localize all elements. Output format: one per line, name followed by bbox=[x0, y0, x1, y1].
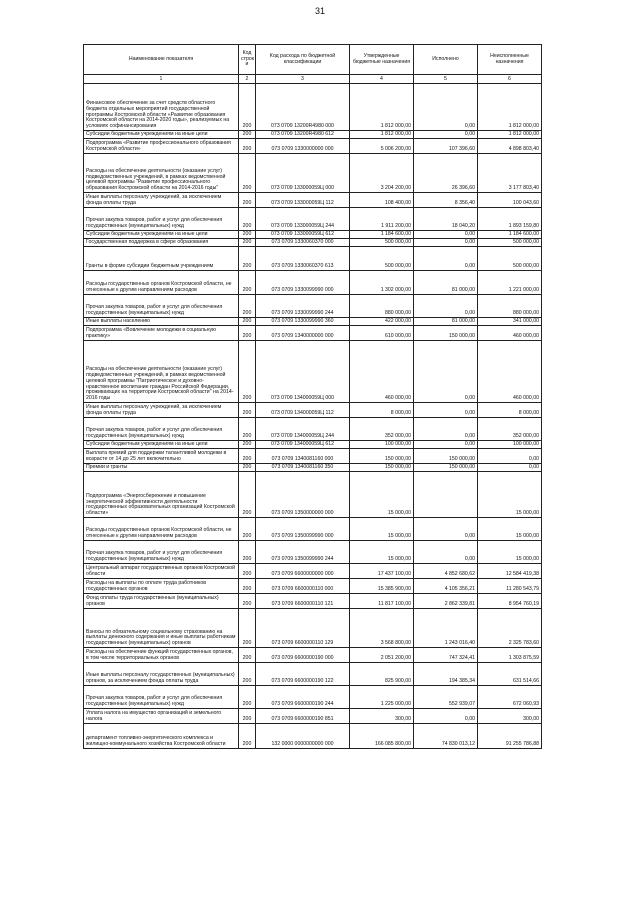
table-row bbox=[84, 403, 542, 418]
indicator-name: Расходы на обеспечение деятельности (оказание услуг) подведомственных учреждений, в рамках ведомственной целевой программы "Развитие профессионального образования Костромской области на 2014-2016 годы" bbox=[84, 154, 239, 193]
remaining-amount: 1 221 000,00 bbox=[478, 271, 542, 295]
table-row bbox=[84, 295, 542, 318]
line-code: 200 bbox=[239, 609, 256, 648]
indicator-name: Иные выплаты населению bbox=[84, 318, 239, 326]
remaining-amount: 8 954 760,19 bbox=[478, 594, 542, 609]
remaining-amount: 100 000,00 bbox=[478, 441, 542, 449]
remaining-amount: 880 000,00 bbox=[478, 295, 542, 318]
indicator-name: Выплата премий для поддержки талантливой молодежи в возрасте от 14 до 25 лет включительно bbox=[84, 449, 239, 464]
table-row bbox=[84, 609, 542, 648]
indicator-name: Субсидии бюджетным учреждениям на иные цели bbox=[84, 441, 239, 449]
line-code: 200 bbox=[239, 295, 256, 318]
table-row bbox=[84, 594, 542, 609]
approved-amount: 500 000,00 bbox=[350, 247, 414, 271]
indicator-name: Расходы государственных органов Костромской области, не отнесенные к другим направлениям расходов bbox=[84, 271, 239, 295]
approved-amount: 3 204 200,00 bbox=[350, 154, 414, 193]
kbk-code: 073 0709 134000059Ц 612 bbox=[256, 441, 350, 449]
kbk-code: 073 0709 1350000000 000 bbox=[256, 472, 350, 518]
line-code: 200 bbox=[239, 271, 256, 295]
kbk-code: 073 0709 1330099990 000 bbox=[256, 271, 350, 295]
kbk-code: 073 0709 6600000190 851 bbox=[256, 709, 350, 724]
remaining-amount: 631 514,66 bbox=[478, 663, 542, 686]
table-row bbox=[84, 84, 542, 131]
table-row bbox=[84, 648, 542, 663]
kbk-code: 073 0709 6600000110 000 bbox=[256, 579, 350, 594]
kbk-code: 132 0000 0000000000 000 bbox=[256, 724, 350, 749]
executed-amount: 150 000,00 bbox=[414, 464, 478, 472]
line-code: 200 bbox=[239, 541, 256, 564]
approved-amount: 352 000,00 bbox=[350, 418, 414, 441]
indicator-name: Иные выплаты персоналу государственных (муниципальных) органов, за исключением фонда оплаты труда bbox=[84, 663, 239, 686]
line-code: 200 bbox=[239, 464, 256, 472]
executed-amount: 0,00 bbox=[414, 709, 478, 724]
kbk-code: 073 0709 1330099990 244 bbox=[256, 295, 350, 318]
executed-amount: 0,00 bbox=[414, 541, 478, 564]
remaining-amount: 672 060,93 bbox=[478, 686, 542, 709]
remaining-amount: 15 000,00 bbox=[478, 518, 542, 541]
executed-amount: 150 000,00 bbox=[414, 449, 478, 464]
executed-amount: 81 000,00 bbox=[414, 318, 478, 326]
indicator-name: Подпрограмма «Развитие профессионального образования Костромской области» bbox=[84, 139, 239, 154]
kbk-code: 073 0709 6600000000 000 bbox=[256, 564, 350, 579]
remaining-amount: 460 000,00 bbox=[478, 341, 542, 403]
indicator-name: Государственная поддержка в сфере образования bbox=[84, 239, 239, 247]
table-row bbox=[84, 131, 542, 139]
kbk-code: 073 0709 6600000110 129 bbox=[256, 609, 350, 648]
table-row bbox=[84, 341, 542, 403]
indicator-name: Премии и гранты bbox=[84, 464, 239, 472]
indicator-name: Подпрограмма «Вовлечение молодежи в социальную практику» bbox=[84, 326, 239, 341]
table-row bbox=[84, 449, 542, 464]
table-row bbox=[84, 663, 542, 686]
table-row bbox=[84, 579, 542, 594]
remaining-amount: 91 255 786,88 bbox=[478, 724, 542, 749]
column-number-row bbox=[84, 75, 542, 84]
executed-amount: 0,00 bbox=[414, 341, 478, 403]
kbk-code: 073 0709 1350099990 000 bbox=[256, 518, 350, 541]
line-code: 200 bbox=[239, 449, 256, 464]
executed-amount: 0,00 bbox=[414, 231, 478, 239]
approved-amount: 500 000,00 bbox=[350, 239, 414, 247]
approved-amount: 1 812 000,00 bbox=[350, 131, 414, 139]
approved-amount: 1 911 200,00 bbox=[350, 208, 414, 231]
col-number: 6 bbox=[478, 75, 542, 84]
line-code: 200 bbox=[239, 139, 256, 154]
remaining-amount: 2 325 783,60 bbox=[478, 609, 542, 648]
table-row bbox=[84, 564, 542, 579]
executed-amount: 0,00 bbox=[414, 518, 478, 541]
approved-amount: 108 400,00 bbox=[350, 193, 414, 208]
indicator-name: Иные выплаты персоналу учреждений, за исключением фонда оплаты труда bbox=[84, 403, 239, 418]
approved-amount: 3 568 800,00 bbox=[350, 609, 414, 648]
table-row bbox=[84, 193, 542, 208]
line-code: 200 bbox=[239, 663, 256, 686]
remaining-amount: 1 184 600,00 bbox=[478, 231, 542, 239]
indicator-name: Подпрограмма «Энергосбережение и повышение энергетической эффективности деятельности государственных образовательных организаций Костромской области» bbox=[84, 472, 239, 518]
executed-amount: 8 356,40 bbox=[414, 193, 478, 208]
executed-amount: 0,00 bbox=[414, 131, 478, 139]
kbk-code: 073 0709 1340081160 000 bbox=[256, 449, 350, 464]
approved-amount: 15 000,00 bbox=[350, 541, 414, 564]
kbk-code: 073 0709 133000059Ц 112 bbox=[256, 193, 350, 208]
indicator-name: Расходы государственных органов Костромской области, не отнесенные к другим направлениям расходов bbox=[84, 518, 239, 541]
table-row bbox=[84, 208, 542, 231]
table-row bbox=[84, 154, 542, 193]
kbk-code: 073 0709 13200R4980 000 bbox=[256, 84, 350, 131]
kbk-code: 073 0709 1330060370 613 bbox=[256, 247, 350, 271]
indicator-name: Субсидии бюджетным учреждениям на иные цели bbox=[84, 231, 239, 239]
line-code: 200 bbox=[239, 84, 256, 131]
indicator-name: Фонд оплаты труда государственных (муниципальных) органов bbox=[84, 594, 239, 609]
kbk-code: 073 0709 6600000190 122 bbox=[256, 663, 350, 686]
table-row bbox=[84, 472, 542, 518]
line-code: 200 bbox=[239, 318, 256, 326]
table-row bbox=[84, 139, 542, 154]
line-code: 200 bbox=[239, 326, 256, 341]
remaining-amount: 500 000,00 bbox=[478, 247, 542, 271]
kbk-code: 073 0709 134000059Ц 112 bbox=[256, 403, 350, 418]
approved-amount: 11 817 100,00 bbox=[350, 594, 414, 609]
table-row bbox=[84, 441, 542, 449]
remaining-amount: 100 043,60 bbox=[478, 193, 542, 208]
indicator-name: Гранты в форме субсидии бюджетным учреждениям bbox=[84, 247, 239, 271]
executed-amount: 4 852 680,62 bbox=[414, 564, 478, 579]
approved-amount: 1 184 600,00 bbox=[350, 231, 414, 239]
remaining-amount: 352 000,00 bbox=[478, 418, 542, 441]
kbk-code: 073 0709 1330000000 000 bbox=[256, 139, 350, 154]
approved-amount: 1 302 000,00 bbox=[350, 271, 414, 295]
remaining-amount: 300,00 bbox=[478, 709, 542, 724]
table-row bbox=[84, 231, 542, 239]
remaining-amount: 1 812 000,00 bbox=[478, 131, 542, 139]
line-code: 200 bbox=[239, 709, 256, 724]
line-code: 200 bbox=[239, 648, 256, 663]
indicator-name: Взносы по обязательному социальному страхованию на выплаты денежного содержания и иные выплаты работникам государственных (муниципальных) органов bbox=[84, 609, 239, 648]
remaining-amount: 4 898 803,40 bbox=[478, 139, 542, 154]
line-code: 200 bbox=[239, 594, 256, 609]
col-number: 3 bbox=[256, 75, 350, 84]
kbk-code: 073 0709 1330060370 000 bbox=[256, 239, 350, 247]
kbk-code: 073 0709 6600000110 121 bbox=[256, 594, 350, 609]
approved-amount: 460 000,00 bbox=[350, 341, 414, 403]
indicator-name: Иные выплаты персоналу учреждений, за исключением фонда оплаты труда bbox=[84, 193, 239, 208]
table-row bbox=[84, 239, 542, 247]
table-row bbox=[84, 541, 542, 564]
kbk-code: 073 0709 1340000000 000 bbox=[256, 326, 350, 341]
indicator-name: Центральный аппарат государственных органов Костромской области bbox=[84, 564, 239, 579]
remaining-amount: 1 893 159,80 bbox=[478, 208, 542, 231]
line-code: 200 bbox=[239, 193, 256, 208]
executed-amount: 0,00 bbox=[414, 247, 478, 271]
table-row bbox=[84, 724, 542, 749]
kbk-code: 073 0709 133000059Ц 244 bbox=[256, 208, 350, 231]
line-code: 200 bbox=[239, 686, 256, 709]
table-row bbox=[84, 686, 542, 709]
line-code: 200 bbox=[239, 403, 256, 418]
approved-amount: 2 051 200,00 bbox=[350, 648, 414, 663]
executed-amount: 26 396,60 bbox=[414, 154, 478, 193]
executed-amount: 2 862 339,81 bbox=[414, 594, 478, 609]
approved-amount: 100 000,00 bbox=[350, 441, 414, 449]
line-code: 200 bbox=[239, 247, 256, 271]
line-code: 200 bbox=[239, 518, 256, 541]
col-number: 5 bbox=[414, 75, 478, 84]
line-code: 200 bbox=[239, 418, 256, 441]
kbk-code: 073 0709 13200R4980 612 bbox=[256, 131, 350, 139]
indicator-name: Субсидии бюджетным учреждениям на иные цели bbox=[84, 131, 239, 139]
line-code: 200 bbox=[239, 154, 256, 193]
approved-amount: 422 000,00 bbox=[350, 318, 414, 326]
line-code: 200 bbox=[239, 208, 256, 231]
approved-amount: 15 000,00 bbox=[350, 472, 414, 518]
header-approved: Утвержденные бюджетные назначения bbox=[350, 45, 414, 75]
approved-amount: 880 000,00 bbox=[350, 295, 414, 318]
col-number: 2 bbox=[239, 75, 256, 84]
header-remaining: Неисполненные назначения bbox=[478, 45, 542, 75]
kbk-code: 073 0709 6600000190 000 bbox=[256, 648, 350, 663]
approved-amount: 150 000,00 bbox=[350, 464, 414, 472]
remaining-amount: 3 177 803,40 bbox=[478, 154, 542, 193]
line-code: 200 bbox=[239, 724, 256, 749]
indicator-name: департамент топливно-энергетического комплекса и жилищно-коммунального хозяйства Костромской области bbox=[84, 724, 239, 749]
line-code: 200 bbox=[239, 579, 256, 594]
executed-amount: 194 385,34 bbox=[414, 663, 478, 686]
indicator-name: Финансовое обеспечение за счет средств областного бюджета отдельных мероприятий государственной программы Костромской области «Развитие образования Костромской области на 2014-2020 годы», реализуемых на условиях софинансирования bbox=[84, 84, 239, 131]
executed-amount: 81 000,00 bbox=[414, 271, 478, 295]
executed-amount: 4 105 356,21 bbox=[414, 579, 478, 594]
indicator-name: Расходы на выплаты по оплате труда работников государственных органов bbox=[84, 579, 239, 594]
indicator-name: Прочая закупка товаров, работ и услуг для обеспечения государственных (муниципальных) нужд bbox=[84, 418, 239, 441]
line-code: 200 bbox=[239, 341, 256, 403]
approved-amount: 610 000,00 bbox=[350, 326, 414, 341]
line-code: 200 bbox=[239, 441, 256, 449]
executed-amount: 0,00 bbox=[414, 441, 478, 449]
header-row bbox=[84, 45, 542, 75]
indicator-name: Прочая закупка товаров, работ и услуг для обеспечения государственных (муниципальных) нужд bbox=[84, 541, 239, 564]
table-row bbox=[84, 247, 542, 271]
col-number: 4 bbox=[350, 75, 414, 84]
executed-amount: 0,00 bbox=[414, 403, 478, 418]
remaining-amount: 8 000,00 bbox=[478, 403, 542, 418]
remaining-amount: 0,00 bbox=[478, 464, 542, 472]
kbk-code: 073 0709 1330099990 360 bbox=[256, 318, 350, 326]
remaining-amount: 0,00 bbox=[478, 449, 542, 464]
approved-amount: 15 000,00 bbox=[350, 518, 414, 541]
remaining-amount: 341 000,00 bbox=[478, 318, 542, 326]
approved-amount: 8 000,00 bbox=[350, 403, 414, 418]
executed-amount bbox=[414, 472, 478, 518]
table-row bbox=[84, 318, 542, 326]
table-row bbox=[84, 418, 542, 441]
remaining-amount: 1 812 000,00 bbox=[478, 84, 542, 131]
executed-amount: 74 830 013,12 bbox=[414, 724, 478, 749]
remaining-amount: 12 584 419,38 bbox=[478, 564, 542, 579]
indicator-name: Уплата налога на имущество организаций и земельного налога bbox=[84, 709, 239, 724]
remaining-amount: 15 000,00 bbox=[478, 541, 542, 564]
line-code: 200 bbox=[239, 564, 256, 579]
header-name: Наименование показателя bbox=[84, 45, 239, 75]
executed-amount: 107 396,60 bbox=[414, 139, 478, 154]
kbk-code: 073 0709 134000059Ц 244 bbox=[256, 418, 350, 441]
executed-amount: 150 000,00 bbox=[414, 326, 478, 341]
approved-amount: 150 000,00 bbox=[350, 449, 414, 464]
kbk-code: 073 0709 133000059Ц 612 bbox=[256, 231, 350, 239]
col-number: 1 bbox=[84, 75, 239, 84]
indicator-name: Прочая закупка товаров, работ и услуг для обеспечения государственных (муниципальных) нужд bbox=[84, 295, 239, 318]
table-row bbox=[84, 326, 542, 341]
table-row bbox=[84, 709, 542, 724]
indicator-name: Прочая закупка товаров, работ и услуг для обеспечения государственных (муниципальных) нужд bbox=[84, 686, 239, 709]
approved-amount: 17 437 100,00 bbox=[350, 564, 414, 579]
table-row bbox=[84, 271, 542, 295]
header-line-code: Код строк и bbox=[239, 45, 256, 75]
executed-amount: 0,00 bbox=[414, 418, 478, 441]
approved-amount: 1 812 000,00 bbox=[350, 84, 414, 131]
line-code: 200 bbox=[239, 239, 256, 247]
approved-amount: 15 385 900,00 bbox=[350, 579, 414, 594]
kbk-code: 073 0709 1340081160 350 bbox=[256, 464, 350, 472]
approved-amount: 5 006 200,00 bbox=[350, 139, 414, 154]
budget-execution-table bbox=[83, 44, 542, 749]
kbk-code: 073 0709 1350099990 244 bbox=[256, 541, 350, 564]
remaining-amount: 11 280 543,79 bbox=[478, 579, 542, 594]
executed-amount: 18 040,20 bbox=[414, 208, 478, 231]
page-number: 31 bbox=[314, 6, 325, 16]
executed-amount: 552 939,07 bbox=[414, 686, 478, 709]
approved-amount: 1 225 000,00 bbox=[350, 686, 414, 709]
executed-amount: 1 243 016,40 bbox=[414, 609, 478, 648]
indicator-name: Расходы на обеспечение деятельности (оказание услуг) подведомственных учреждений, в рамках ведомственной целевой программы "Патриотическое и духовно-нравственное воспитание граждан Российской Федерации, проживающих на территории Костромской области" на 2014-2016 годы bbox=[84, 341, 239, 403]
line-code: 200 bbox=[239, 472, 256, 518]
indicator-name: Прочая закупка товаров, работ и услуг для обеспечения государственных (муниципальных) нужд bbox=[84, 208, 239, 231]
remaining-amount: 460 000,00 bbox=[478, 326, 542, 341]
header-executed: Исполнено bbox=[414, 45, 478, 75]
executed-amount: 747 324,41 bbox=[414, 648, 478, 663]
kbk-code: 073 0709 133000059Ц 000 bbox=[256, 154, 350, 193]
header-kbk: Код расхода по бюджетной классификации bbox=[256, 45, 350, 75]
executed-amount: 0,00 bbox=[414, 295, 478, 318]
remaining-amount: 1 303 875,59 bbox=[478, 648, 542, 663]
table-row bbox=[84, 518, 542, 541]
approved-amount: 300,00 bbox=[350, 709, 414, 724]
kbk-code: 073 0709 6600000190 244 bbox=[256, 686, 350, 709]
approved-amount: 166 085 800,00 bbox=[350, 724, 414, 749]
indicator-name: Расходы на обеспечение функций государственных органов, в том числе территориальных органов bbox=[84, 648, 239, 663]
remaining-amount: 500 000,00 bbox=[478, 239, 542, 247]
table-row bbox=[84, 464, 542, 472]
approved-amount: 825 900,00 bbox=[350, 663, 414, 686]
line-code: 200 bbox=[239, 231, 256, 239]
executed-amount: 0,00 bbox=[414, 84, 478, 131]
kbk-code: 073 0709 134000059Ц 000 bbox=[256, 341, 350, 403]
line-code: 200 bbox=[239, 131, 256, 139]
executed-amount: 0,00 bbox=[414, 239, 478, 247]
remaining-amount: 15 000,00 bbox=[478, 472, 542, 518]
